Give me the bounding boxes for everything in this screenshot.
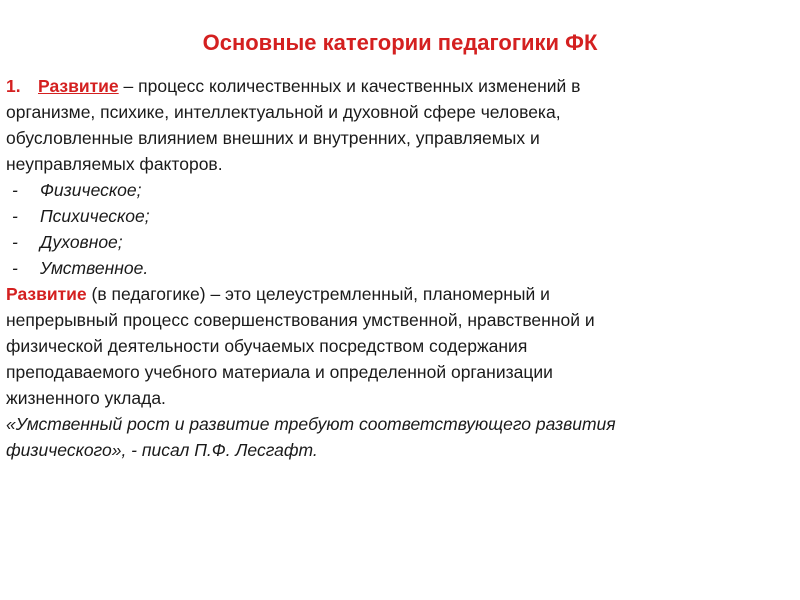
- dash-marker: -: [12, 258, 18, 278]
- kind-text: Физическое;: [40, 180, 142, 200]
- definition2-line: преподаваемого учебного материала и определенной организации: [6, 362, 553, 382]
- item1-number: 1.: [6, 76, 21, 96]
- item1-line: организме, психике, интеллектуальной и духовной сфере человека,: [6, 102, 561, 122]
- definition2-line: физической деятельности обучаемых посредством содержания: [6, 336, 528, 356]
- definition2-first-line: [6, 281, 796, 307]
- slide-title: Основные категории педагогики ФК: [202, 30, 598, 55]
- kind-list-item: [6, 255, 796, 281]
- item1-line: неуправляемых факторов.: [6, 154, 223, 174]
- kind-list-item: [6, 177, 796, 203]
- item1-line: обусловленные влиянием внешних и внутренних, управляемых и: [6, 128, 540, 148]
- item1-term: Развитие: [38, 76, 119, 96]
- quote-line: физического», - писал П.Ф. Лесгафт.: [6, 440, 318, 460]
- kind-list-item: [6, 203, 796, 229]
- definition2-line: непрерывный процесс совершенствования умственной, нравственной и: [6, 310, 595, 330]
- dash-marker: -: [12, 180, 18, 200]
- kind-text: Духовное;: [40, 232, 123, 252]
- kind-list-item: [6, 229, 796, 255]
- kind-text: Психическое;: [40, 206, 150, 226]
- dash-marker: -: [12, 206, 18, 226]
- definition2-term: Развитие: [6, 284, 87, 304]
- quote-line: «Умственный рост и развитие требуют соответствующего развития: [6, 414, 616, 434]
- definition2-first-line-rest: (в педагогике) – это целеустремленный, планомерный и: [86, 284, 550, 304]
- item1-first-line: [6, 73, 796, 99]
- definition2-line: жизненного уклада.: [6, 388, 166, 408]
- slide-content: [6, 73, 796, 463]
- item1-first-line-rest: – процесс количественных и качественных изменений в: [118, 76, 581, 96]
- dash-marker: -: [12, 232, 18, 252]
- kind-text: Умственное.: [40, 258, 149, 278]
